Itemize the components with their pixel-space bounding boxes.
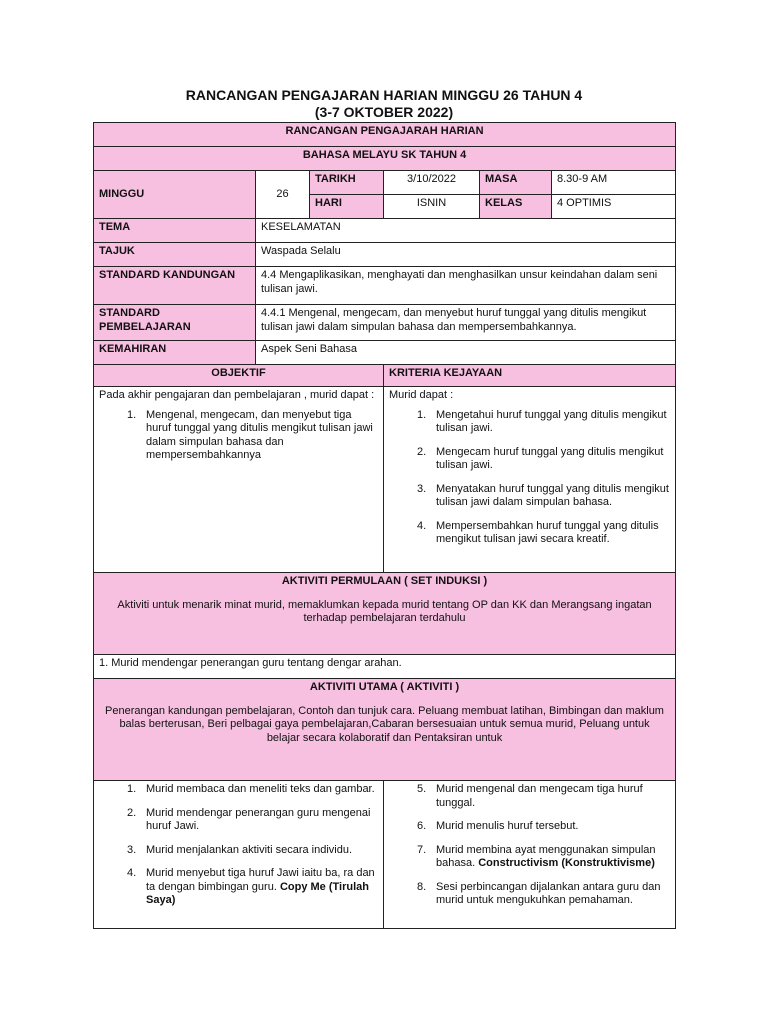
list-item-number: 4. — [127, 867, 137, 879]
list-item — [389, 483, 670, 510]
objektif-list — [99, 409, 378, 463]
standard-pembelajaran-row — [94, 305, 676, 341]
list-item-text: Murid membina ayat menggunakan simpulan bahasa. — [436, 843, 656, 869]
list-item — [99, 844, 378, 858]
list-item-bold-text: Constructivism (Konstruktivisme) — [478, 857, 655, 869]
list-item — [389, 409, 670, 436]
utama-description: Penerangan kandungan pembelajaran, Contoh dan tunjuk cara. Peluang membuat latihan, Bimbingan dan maklum balas berterusan, Beri pelbagai gaya pembelajaran,Cabaran bersesuaian untuk semua murid, Peluang untuk belajar secara kolaboratif dan Pentaksiran untuk — [105, 704, 664, 744]
permulaan-description: Aktiviti untuk menarik minat murid, memaklumkan kepada murid tentang OP dan KK dan Merangsang ingatan terhadap pembelajaran terdahulu — [117, 598, 652, 624]
list-item-text: Mengenal, mengecam, dan menyebut tiga huruf tunggal yang ditulis mengikut tulisan jawi dalam simpulan bahasa dan mempersembahkannya — [146, 408, 373, 461]
list-item-text: Menyatakan huruf tunggal yang ditulis mengikut tulisan jawi dalam simpulan bahasa. — [436, 482, 669, 508]
masa-value: 8.30-9 AM — [552, 171, 676, 195]
objektif-intro: Pada akhir pengajaran dan pembelajaran , murid dapat : — [99, 389, 375, 401]
hari-label: HARI — [310, 195, 384, 219]
permulaan-activity: 1. Murid mendengar penerangan guru tentang dengar arahan. — [94, 655, 676, 679]
list-item — [99, 783, 378, 797]
list-item-number: 4. — [417, 519, 427, 532]
list-item-number: 3. — [127, 843, 137, 856]
tarikh-label: TARIKH — [310, 171, 384, 195]
list-item-number: 6. — [417, 820, 427, 832]
permulaan-row — [94, 573, 676, 655]
list-item — [389, 446, 670, 473]
list-item — [389, 820, 670, 834]
list-item-number: 2. — [417, 445, 427, 458]
tajuk-row — [94, 243, 676, 267]
list-item — [99, 409, 378, 463]
objektif-row — [94, 387, 676, 573]
permulaan-activity-row — [94, 655, 676, 679]
standard-kandungan-value: 4.4 Mengaplikasikan, menghayati dan menghasilkan unsur keindahan dalam seni tulisan jawi. — [256, 267, 676, 305]
standard-pembelajaran-value: 4.4.1 Mengenal, mengecam, dan menyebut huruf tunggal yang ditulis mengikut tulisan jawi dalam simpulan bahasa dan mempersembahkannya. — [256, 305, 676, 341]
list-item-number: 7. — [417, 843, 427, 856]
plan-header: RANCANGAN PENGAJARAH HARIAN — [94, 123, 676, 147]
list-item-text: Mempersembahkan huruf tunggal yang ditulis mengikut tulisan jawi secara kreatif. — [436, 519, 659, 545]
objektif-header-row — [94, 365, 676, 387]
utama-activities-row — [94, 781, 676, 929]
info-row-1 — [94, 171, 676, 195]
list-item-text: Murid membaca dan meneliti teks dan gambar. — [146, 783, 375, 795]
kriteria-intro: Murid dapat : — [389, 389, 454, 401]
permulaan-cell — [94, 573, 676, 655]
kelas-label: KELAS — [480, 195, 552, 219]
list-item — [389, 881, 670, 908]
utama-cell — [94, 679, 676, 781]
list-item-text: Murid menjalankan aktiviti secara individu. — [146, 843, 353, 856]
list-item-number: 8. — [417, 880, 427, 893]
subject-header: BAHASA MELAYU SK TAHUN 4 — [94, 147, 676, 171]
list-item-number: 3. — [417, 482, 427, 495]
header-row-1 — [94, 123, 676, 147]
page-subtitle: (3-7 OKTOBER 2022) — [314, 104, 454, 120]
kriteria-list — [389, 409, 670, 547]
list-item-text: Murid mendengar penerangan guru mengenai huruf Jawi. — [146, 806, 371, 832]
kemahiran-row — [94, 341, 676, 365]
utama-row — [94, 679, 676, 781]
kemahiran-value: Aspek Seni Bahasa — [256, 341, 676, 365]
list-item-text: Murid menulis huruf tersebut. — [436, 820, 579, 832]
list-item-text: Sesi perbincangan dijalankan antara guru dan murid untuk mengukuhkan pemahaman. — [436, 880, 661, 906]
list-item — [99, 867, 378, 908]
list-item — [99, 807, 378, 834]
utama-left-cell — [94, 781, 384, 929]
objektif-cell — [94, 387, 384, 573]
objektif-header: OBJEKTIF — [94, 365, 384, 387]
tema-label: TEMA — [94, 219, 256, 243]
list-item-text: Mengetahui huruf tunggal yang ditulis mengikut tulisan jawi. — [436, 408, 667, 434]
list-item-number: 2. — [127, 806, 137, 819]
list-item — [389, 520, 670, 547]
permulaan-header: AKTIVITI PERMULAAN ( SET INDUKSI ) — [281, 575, 488, 587]
list-item-number: 1. — [417, 408, 427, 421]
standard-pembelajaran-label: STANDARD PEMBELAJARAN — [94, 305, 256, 341]
utama-right-list — [389, 783, 670, 908]
kemahiran-label: KEMAHIRAN — [94, 341, 256, 365]
standard-kandungan-label: STANDARD KANDUNGAN — [94, 267, 256, 305]
kriteria-header: KRITERIA KEJAYAAN — [384, 365, 676, 387]
tarikh-value: 3/10/2022 — [384, 171, 480, 195]
page-title: RANCANGAN PENGAJARAN HARIAN MINGGU 26 TAHUN 4 — [185, 87, 583, 103]
utama-left-list — [99, 783, 378, 908]
list-item-number: 1. — [127, 408, 137, 421]
list-item-text: Murid menyebut tiga huruf Jawi iaitu ba, ra dan ta dengan bimbingan guru. — [146, 867, 375, 893]
list-item-number: 5. — [417, 783, 427, 795]
hari-value: ISNIN — [384, 195, 480, 219]
utama-header: AKTIVITI UTAMA ( AKTIVITI ) — [309, 681, 460, 693]
list-item-number: 1. — [127, 783, 137, 795]
minggu-label: MINGGU — [94, 171, 256, 219]
masa-label: MASA — [480, 171, 552, 195]
list-item-bold-text: Copy Me (Tirulah Saya) — [146, 880, 369, 906]
kelas-value: 4 OPTIMIS — [552, 195, 676, 219]
utama-right-cell — [384, 781, 676, 929]
tema-value: KESELAMATAN — [256, 219, 676, 243]
tajuk-label: TAJUK — [94, 243, 256, 267]
minggu-value: 26 — [256, 171, 310, 219]
kriteria-cell — [384, 387, 676, 573]
tajuk-value: Waspada Selalu — [256, 243, 676, 267]
tema-row — [94, 219, 676, 243]
list-item — [389, 844, 670, 871]
header-row-2 — [94, 147, 676, 171]
lesson-plan-table — [93, 122, 676, 929]
standard-kandungan-row — [94, 267, 676, 305]
list-item-text: Mengecam huruf tunggal yang ditulis mengikut tulisan jawi. — [436, 445, 664, 471]
list-item — [389, 783, 670, 810]
list-item-text: Murid mengenal dan mengecam tiga huruf tunggal. — [436, 783, 643, 809]
